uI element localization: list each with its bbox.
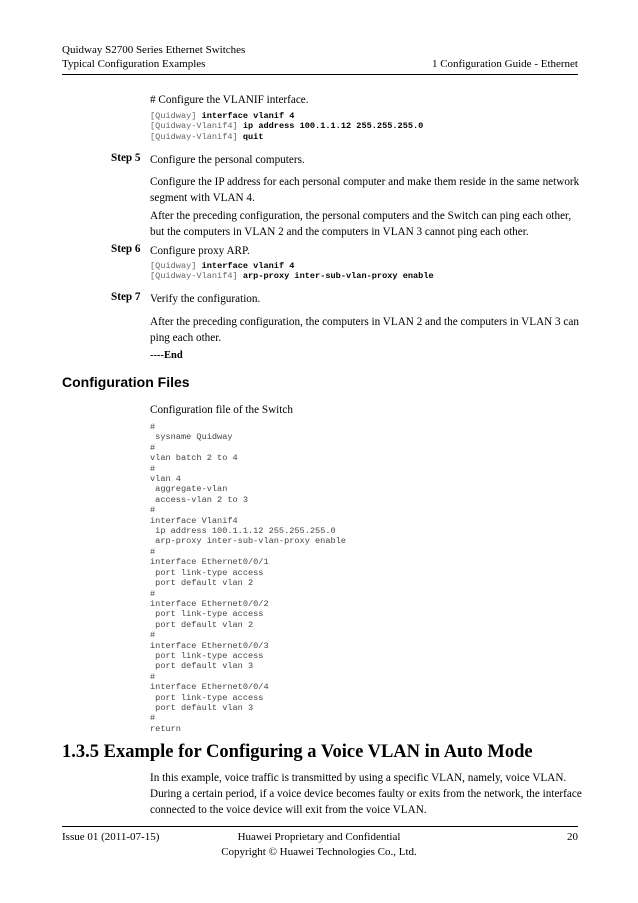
config-line: access-vlan 2 to 3 [150, 494, 248, 505]
footer-copyright: Copyright © Huawei Technologies Co., Ltd. [221, 846, 417, 858]
step6-command-block [150, 261, 434, 282]
config-line: # [150, 422, 156, 432]
config-files-heading: Configuration Files [62, 374, 190, 390]
config-line: # [150, 505, 156, 516]
step6-label: Step 6 [111, 243, 141, 255]
config-line: interface Ethernet0/0/2 [150, 598, 269, 609]
step7-title: Verify the configuration. [150, 293, 261, 305]
header-product: Quidway S2700 Series Ethernet Switches [62, 44, 246, 56]
header-chapter: 1 Configuration Guide - Ethernet [431, 58, 578, 70]
command-line: [Quidway-Vlanif4] ip address 100.1.1.12 255.255.255.0 [150, 121, 424, 132]
config-line: # [150, 546, 156, 557]
header-doc-type: Typical Configuration Examples [62, 58, 206, 70]
footer-confidential: Huawei Proprietary and Confidential [237, 831, 401, 843]
footer-issue: Issue 01 (2011-07-15) [62, 831, 160, 843]
config-line: aggregate-vlan [150, 484, 228, 495]
config-line: port default vlan 3 [150, 702, 254, 713]
config-line: # [150, 630, 156, 641]
config-line: # [150, 463, 156, 474]
config-line: port default vlan 2 [150, 619, 254, 630]
config-line: interface Ethernet0/0/4 [150, 682, 269, 693]
config-line: interface Ethernet0/0/1 [150, 557, 269, 568]
config-line: port default vlan 3 [150, 661, 254, 672]
step6-title: Configure proxy ARP. [150, 245, 250, 257]
header-rule [62, 74, 578, 75]
command-line: [Quidway-Vlanif4] arp-proxy inter-sub-vlan-proxy enable [150, 271, 434, 282]
config-line: arp-proxy inter-sub-vlan-proxy enable [150, 536, 346, 547]
config-line: port default vlan 2 [150, 578, 254, 589]
config-intro: Configuration file of the Switch [150, 404, 293, 416]
config-line: port link-type access [150, 609, 264, 620]
config-line: port link-type access [150, 567, 264, 578]
config-line: sysname Quidway [150, 432, 233, 443]
step5-paragraph-1: Configure the IP address for each personal computer and make them reside in the same network segment with VLAN 4. [150, 176, 580, 204]
command-line: [Quidway-Vlanif4] quit [150, 131, 264, 142]
vlanif-command-block [150, 111, 423, 142]
step5-label: Step 5 [111, 152, 141, 164]
config-line: # [150, 442, 156, 453]
section-paragraph: In this example, voice traffic is transmitted by using a specific VLAN, namely, voice VLAN. During a certain period, if a voice device becomes faulty or exits from the network, the interface connected to the voice device will exit from the voice VLAN. [150, 772, 582, 816]
config-line: vlan 4 [150, 474, 181, 485]
config-line: interface Ethernet0/0/3 [150, 640, 269, 651]
config-line: port link-type access [150, 692, 264, 703]
step5-paragraph-2: After the preceding configuration, the personal computers and the Switch can ping each other, but the computers in VLAN 2 and the computers in VLAN 3 cannot ping each other. [150, 210, 572, 238]
footer-page-number: 20 [567, 831, 578, 843]
step7-label: Step 7 [111, 291, 141, 303]
end-marker: ----End [150, 350, 183, 361]
config-line: return [150, 723, 181, 734]
footer-rule [62, 826, 578, 827]
config-line: # [150, 588, 156, 599]
step7-paragraph: After the preceding configuration, the computers in VLAN 2 and the computers in VLAN 3 can ping each other. [150, 316, 579, 344]
config-line: # [150, 671, 156, 682]
vlanif-intro: # Configure the VLANIF interface. [150, 94, 309, 106]
config-line: vlan batch 2 to 4 [150, 453, 238, 464]
command-line: [Quidway] interface vlanif 4 [150, 111, 295, 121]
step5-title: Configure the personal computers. [150, 154, 305, 166]
config-file-block [150, 422, 346, 734]
config-line: ip address 100.1.1.12 255.255.255.0 [150, 526, 336, 537]
command-line: [Quidway] interface vlanif 4 [150, 261, 295, 271]
section-heading: 1.3.5 Example for Configuring a Voice VLAN in Auto Mode [62, 742, 533, 762]
config-line: interface Vlanif4 [150, 515, 238, 526]
config-line: # [150, 713, 156, 724]
config-line: port link-type access [150, 650, 264, 661]
